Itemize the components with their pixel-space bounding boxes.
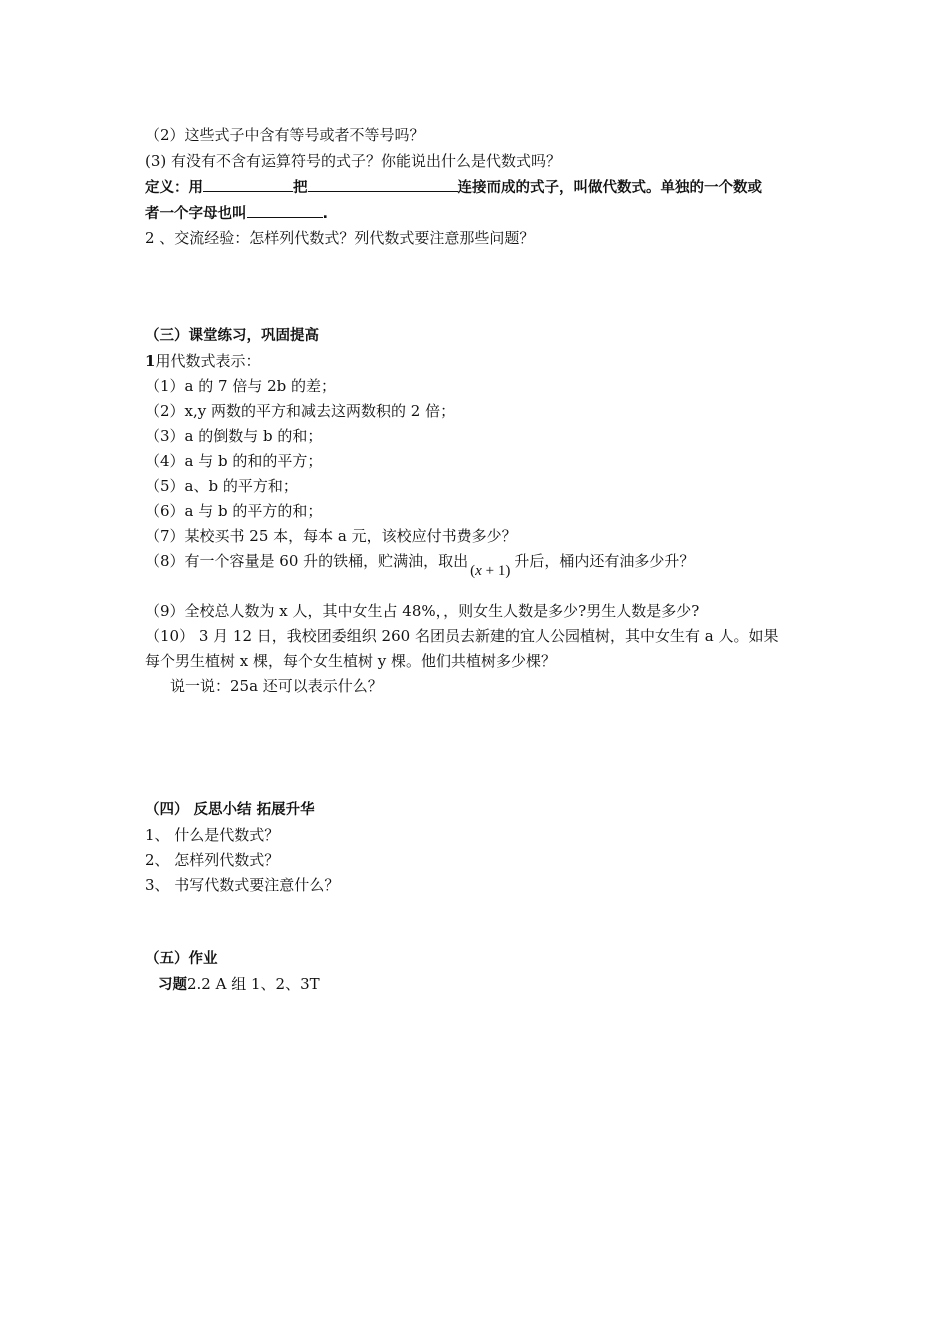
question-3: (3) 有没有不含有运算符号的式子？你能说出什么是代数式吗？ [145, 152, 562, 170]
exercise-intro-text: 用代数式表示： [155, 352, 261, 370]
definition-blank-1 [203, 177, 293, 192]
homework-label: 习题 [158, 977, 187, 993]
exercise-intro-number: 1 [145, 352, 156, 370]
exercise-item-8-text-b: 升后，桶内还有油多少升？ [514, 552, 695, 570]
homework-text: 2.2 A 组 1、2、3T [187, 975, 320, 993]
definition-line-2 [145, 203, 328, 224]
reflection-item-3: 3、 书写代数式要注意什么？ [145, 876, 340, 894]
exercise-item-2: （2）x,y 两数的平方和减去这两数积的 2 倍； [145, 402, 456, 420]
exercise-item-10-line-2: 每个男生植树 x 棵，每个女生植树 y 棵。他们共植树多少棵？ [145, 652, 557, 670]
exercise-item-3: （3）a 的倒数与 b 的和； [145, 427, 323, 445]
exercise-item-10-line-1: （10） 3 月 12 日，我校团委组织 260 名团员去新建的宜人公园植树，其中女生有 a 人。如果 [145, 627, 779, 645]
definition2-text-a: 者一个字母也叫 [145, 206, 247, 222]
exercise-item-7: （7）某校买书 25 本，每本 a 元，该校应付书费多少？ [145, 527, 517, 545]
definition-blank-2 [308, 177, 458, 192]
exercise-item-8 [145, 551, 695, 579]
exchange-experience: 2 、交流经验：怎样列代数式？列代数式要注意那些问题？ [145, 229, 535, 247]
section-3-heading: （三）课堂练习，巩固提高 [145, 328, 319, 344]
reflection-item-2: 2、 怎样列代数式？ [145, 851, 280, 869]
exercise-item-6: （6）a 与 b 的平方的和； [145, 502, 323, 520]
section-4-heading: （四） 反思小结 拓展升华 [145, 802, 315, 818]
exercise-item-5: （5）a、b 的平方和； [145, 477, 298, 495]
exercise-item-4: （4）a 与 b 的和的平方； [145, 452, 323, 470]
formula-x-plus-1: (x + 1) [470, 563, 511, 579]
exercise-item-9: （9）全校总人数为 x 人，其中女生占 48%，，则女生人数是多少?男生人数是多少? [145, 602, 700, 620]
definition-blank-3 [247, 203, 323, 218]
exercise-intro [145, 351, 260, 371]
section-5-heading: （五）作业 [145, 951, 218, 967]
definition-line-1 [145, 177, 762, 198]
definition-text-a: 定义：用 [145, 180, 203, 196]
definition2-text-b: . [322, 206, 329, 222]
homework-line [158, 974, 320, 995]
reflection-item-1: 1、 什么是代数式？ [145, 826, 280, 844]
definition-text-c: 连接而成的式子，叫做代数式。单独的一个数或 [457, 180, 762, 196]
definition-text-b: 把 [293, 180, 308, 196]
exercise-item-1: （1）a 的 7 倍与 2b 的差； [145, 377, 337, 395]
say-it-prompt: 说一说：25a 还可以表示什么？ [170, 677, 383, 695]
question-2: （2）这些式子中含有等号或者不等号吗？ [145, 126, 425, 144]
exercise-item-8-text-a: （8）有一个容量是 60 升的铁桶，贮满油，取出 [145, 552, 469, 570]
